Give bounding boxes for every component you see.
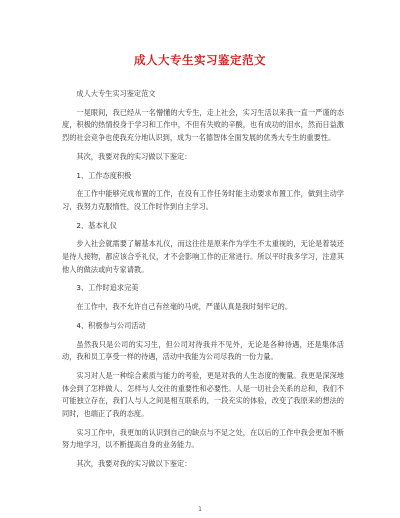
paragraph-subtitle: 成人大专生实习鉴定范文 xyxy=(76,89,156,98)
heading-basic-etiquette: 2、基本礼仪 xyxy=(76,220,117,230)
paragraph-pursue-perfection: 在工作中，我不允许自己有丝毫的马虎，严谨认真是我时刻牢记的。 xyxy=(76,302,293,312)
paragraph-internship-reflection: 实习对人是一种综合素质与能力的考验，更是对我的人生态度的衡量。我更是深深地体会到了怎样做人、怎样与人交往的重要性和必要性。人是一切社会关系的总和，我们不可能独立存在，我们人与人之间是相互联系的，一段充实的体验，改变了我原来的想法的同时，也端正了我的态度。 xyxy=(62,371,344,418)
paragraph-evaluation-lead: 其次，我要对我的实习做以下鉴定： xyxy=(76,151,192,161)
page-number: 1 xyxy=(198,506,202,513)
document-body xyxy=(62,88,344,477)
paragraph-basic-etiquette: 步入社会就需要了解基本礼仪，而这往往是原来作为学生不太重视的，无论是着装还是待人接物，都应该合乎礼仪，才不会影响工作的正常进行。所以平时我多学习，注意其他人的做法或向专家请教。 xyxy=(62,239,344,274)
heading-pursue-perfection: 3、工作时追求完美 xyxy=(76,283,139,293)
paragraph-improvement: 实习工作中，我更加的认识到自己的缺点与不足之处，在以后的工作中我会更加不断努力地学习，以不断提高自身的业务能力。 xyxy=(62,427,344,450)
document-title: 成人大专生实习鉴定范文 xyxy=(134,53,266,67)
paragraph-work-attitude: 在工作中能够完成布置的工作，在没有工作任务时能主动要求布置工作，做到主动学习，我努力克服惰性，没工作时作到自主学习。 xyxy=(62,189,344,211)
paragraph-evaluation-lead-repeat: 其次，我要对我的实习做以下鉴定： xyxy=(76,459,192,469)
heading-work-attitude: 1、工作态度积极 xyxy=(76,170,132,180)
paragraph-intro: 一晃眼间，我已经从一名懵懂的大专生，走上社会，实习生活以来我一直一严谨的态度，积极的热情投身于学习和工作中，不但有失败的辛酸，也有成功的泪水，然而日益激烈的社会竞争也使我充分地认识到，成为一名德智体全面发展的优秀大专生的重要性。 xyxy=(62,107,344,142)
paragraph-company-activities: 虽然我只是公司的实习生，但公司对待我并不见外，无论是各种待遇，还是集体活动，我和员工享受一样的待遇，活动中我能为公司尽我的一份力量。 xyxy=(62,339,344,362)
heading-company-activities: 4、积极参与公司活动 xyxy=(76,321,146,330)
